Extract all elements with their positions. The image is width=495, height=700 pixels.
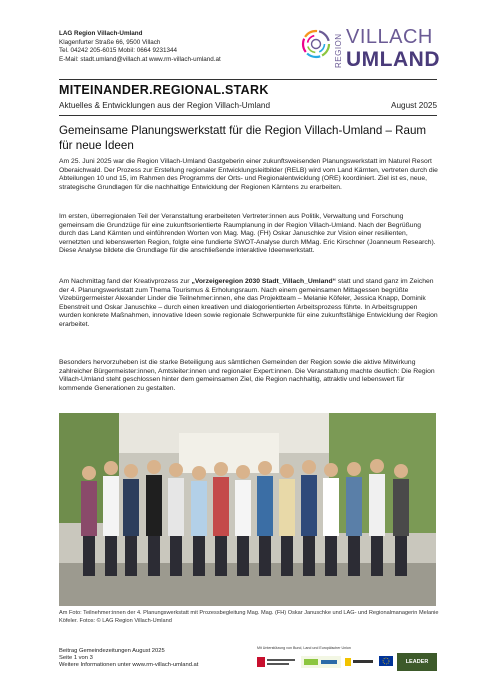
funder-logos xyxy=(257,653,439,673)
page-footer xyxy=(59,648,259,670)
newsletter-subline xyxy=(59,101,437,110)
newsletter-subtitle: Aktuelles & Entwicklungen aus der Region Villach-Umland xyxy=(59,101,271,110)
org-contact-block xyxy=(59,30,299,64)
ministry-logo-icon xyxy=(257,653,297,671)
land-kaernten-logo-icon xyxy=(345,653,375,671)
article-headline: Gemeinsame Planungswerkstatt für die Region Villach-Umland – Raum für neue Ideen xyxy=(59,124,427,152)
header-rule-bottom xyxy=(59,115,437,116)
region-villach-umland-logo xyxy=(300,26,440,76)
org-address: Klagenfurter Straße 66, 9500 Villach xyxy=(59,38,161,46)
funder-note: Mit Unterstützung von Bund, Land und Europäischer Union xyxy=(257,646,351,650)
leader-logo: LEADER xyxy=(397,653,437,671)
group-photo xyxy=(59,413,436,606)
eu-flag-icon xyxy=(379,653,393,671)
rural-development-logo-icon xyxy=(301,653,341,671)
highlight-event-title: „Vorzeigeregion 2030 Stadt_Villach_Umland“ xyxy=(191,278,336,285)
article-paragraph-1: Am 25. Juni 2025 war die Region Villach-Umland Gastgeberin einer zukunftsweisenden Planungswerkstatt im Naturel Resort Oberaichwald. Der Prozess zur Erstellung regionaler Entwicklungsleitbilder (RELB) wird vom Land Kärnten, vertreten durch die Abteilungen 10 und 15, im Rahmen des Programms der Orts- und Regionalentwicklung (ORE) koordiniert. Ziel ist es, neue, strategische Grundlagen für die nachhaltige Entwicklung der Regionen Kärntens zu erarbeiten. xyxy=(59,158,438,191)
footer-line-1: Beitrag Gemeindezeitungen August 2025 xyxy=(59,648,165,654)
article-paragraph-4: Besonders hervorzuheben ist die starke Beteiligung aus sämtlichen Gemeinden der Region sowie die aktive Mitwirkung zahlreicher Bürgermeister:innen, Amtsleiter:innen und regionaler Expert:innen. Die Veranstaltung machte deutlich: Die Region Villach-Umland steht geschlossen hinter dem gemeinsamen Ziel, die Region nachhaltig, attraktiv und lebenswert für kommende Generationen zu gestalten. xyxy=(59,359,435,392)
header-rule-top xyxy=(59,79,437,80)
footer-more-info: Weitere Informationen unter www.rm-villach-umland.at xyxy=(59,662,199,669)
org-phone: Tel. 04242 205-6015 Mobil: 0664 9231344 xyxy=(59,47,177,55)
article-paragraph-3: Am Nachmittag fand der Kreativprozess zur „Vorzeigeregion 2030 Stadt_Villach_Umland“ statt und stand ganz im Zeichen der 4. Planungswerkstatt zum Thema Tourismus & Erholungsraum. Nach einem gemeinsamen Mittagessen begrüßte Vizebürgermeister Alexander Linder die Teilnehmer:innen, ehe das Projektteam – Melanie Köfeler, Jessica Knapp, Dominik Ebenstreit und Oskar Januschke – durch einen kreativen und dialogorientierten Arbeitsprozess führte. In Arbeitsgruppen wurden konkrete Maßnahmen, innovative Ideen sowie regionale Schwerpunkte für eine zukunftsfähige Entwicklung der Region erarbeitet. xyxy=(59,278,438,328)
photo-caption: Am Foto: Teilnehmer:innen der 4. Planungswerkstatt mit Prozessbegleitung Mag. Mag. (FH) Oskar Januschke und LAG- und Regionalmanagerin Melanie Köfeler. Fotos: © LAG Region Villach-Umland xyxy=(59,610,439,624)
logo-ring-icon xyxy=(300,28,332,60)
article-paragraph-2: Im ersten, überregionalen Teil der Veranstaltung erarbeiteten Vertreter:innen aus Politik, Verwaltung und Forschung gemeinsam die Grundzüge für eine zukunftsorientierte Raumplanung in der Region Villach-Umland. Nach der Begrüßung durch das Land Kärnten und einführenden Worten von Mag. Mag. (FH) Oskar Januschke zur Vision einer resilienten, vernetzten und lebenswerten Region, folgte eine fundierte SWOT-Analyse durch MMag. Eric Kirschner (Joanneum Research). Diese Analyse bildete die Grundlage für die anschließende interaktive Ideenwerkstatt. xyxy=(59,213,436,255)
group-photo-illustration xyxy=(59,413,436,606)
newsletter-masthead: MITEINANDER.REGIONAL.STARK xyxy=(59,83,269,97)
org-email-web: E-Mail: stadt.umland@villach.at www.rm-villach-umland.at xyxy=(59,55,221,63)
footer-page-number: Seite 1 von 3 xyxy=(59,655,93,662)
org-name: LAG Region Villach-Umland xyxy=(59,30,143,37)
logo-umland-text: UMLAND xyxy=(346,48,440,71)
logo-region-vertical: REGION xyxy=(334,33,343,68)
issue-date: August 2025 xyxy=(391,101,437,110)
logo-villach-text: VILLACH xyxy=(346,26,433,48)
